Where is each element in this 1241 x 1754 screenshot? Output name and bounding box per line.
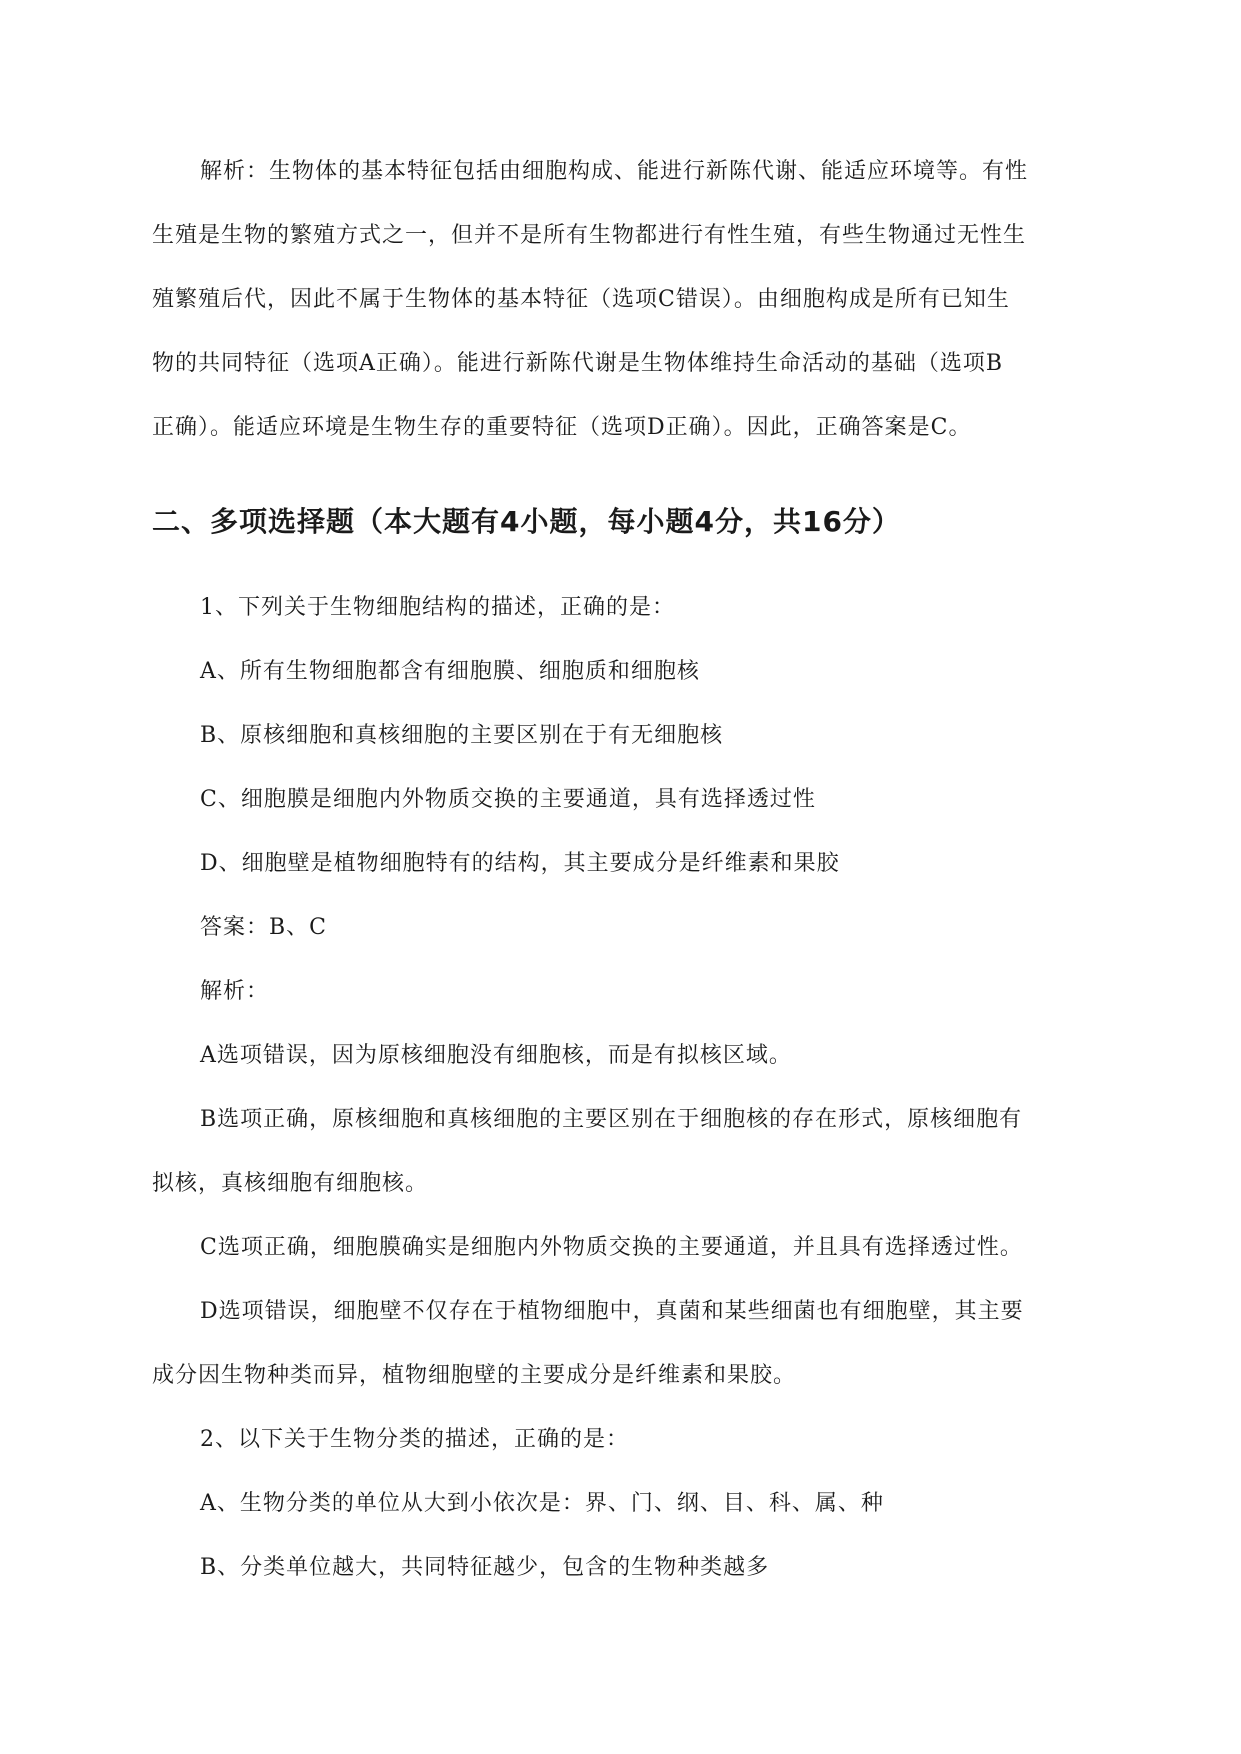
section-heading: 二、多项选择题（本大题有4小题，每小题4分，共16分） (152, 505, 901, 538)
option-b: B、原核细胞和真核细胞的主要区别在于有无细胞核 (200, 723, 724, 748)
option-b: B、分类单位越大，共同特征越少，包含的生物种类越多 (200, 1555, 770, 1580)
question-2 (152, 1408, 1092, 1600)
analysis-d: D选项错误，细胞壁不仅存在于植物细胞中，真菌和某些细菌也有细胞壁，其主要 (200, 1299, 1024, 1324)
option-d: D、细胞壁是植物细胞特有的结构，其主要成分是纤维素和果胶 (200, 851, 840, 876)
analysis-c: C选项正确，细胞膜确实是细胞内外物质交换的主要通道，并且具有选择透过性。 (200, 1235, 1023, 1260)
analysis-line: 正确）。能适应环境是生物生存的重要特征（选项D正确）。因此，正确答案是C。 (152, 415, 972, 440)
previous-analysis (152, 140, 1092, 460)
option-c: C、细胞膜是细胞内外物质交换的主要通道，具有选择透过性 (200, 787, 816, 812)
option-a: A、所有生物细胞都含有细胞膜、细胞质和细胞核 (200, 659, 700, 684)
analysis-line: 物的共同特征（选项A正确）。能进行新陈代谢是生物体维持生命活动的基础（选项B (152, 351, 1004, 376)
analysis-line: 殖繁殖后代，因此不属于生物体的基本特征（选项C错误）。由细胞构成是所有已知生 (152, 287, 1010, 312)
analysis-b: B选项正确，原核细胞和真核细胞的主要区别在于细胞核的存在形式，原核细胞有 (200, 1107, 1023, 1132)
question-stem: 2、以下关于生物分类的描述，正确的是： (200, 1427, 629, 1452)
question-stem: 1、下列关于生物细胞结构的描述，正确的是： (200, 595, 675, 620)
document-page (152, 140, 1092, 1600)
analysis-a: A选项错误，因为原核细胞没有细胞核，而是有拟核区域。 (200, 1043, 792, 1068)
analysis-label: 解析： (200, 979, 270, 1004)
analysis-d-cont: 成分因生物种类而异，植物细胞壁的主要成分是纤维素和果胶。 (152, 1363, 797, 1388)
answer: 答案：B、C (200, 915, 328, 940)
question-1 (152, 576, 1092, 1408)
option-a: A、生物分类的单位从大到小依次是：界、门、纲、目、科、属、种 (200, 1491, 884, 1516)
analysis-b-cont: 拟核，真核细胞有细胞核。 (152, 1171, 429, 1196)
analysis-line: 生殖是生物的繁殖方式之一，但并不是所有生物都进行有性生殖，有些生物通过无性生 (152, 223, 1027, 248)
analysis-line: 解析：生物体的基本特征包括由细胞构成、能进行新陈代谢、能适应环境等。有性 (200, 159, 1029, 184)
